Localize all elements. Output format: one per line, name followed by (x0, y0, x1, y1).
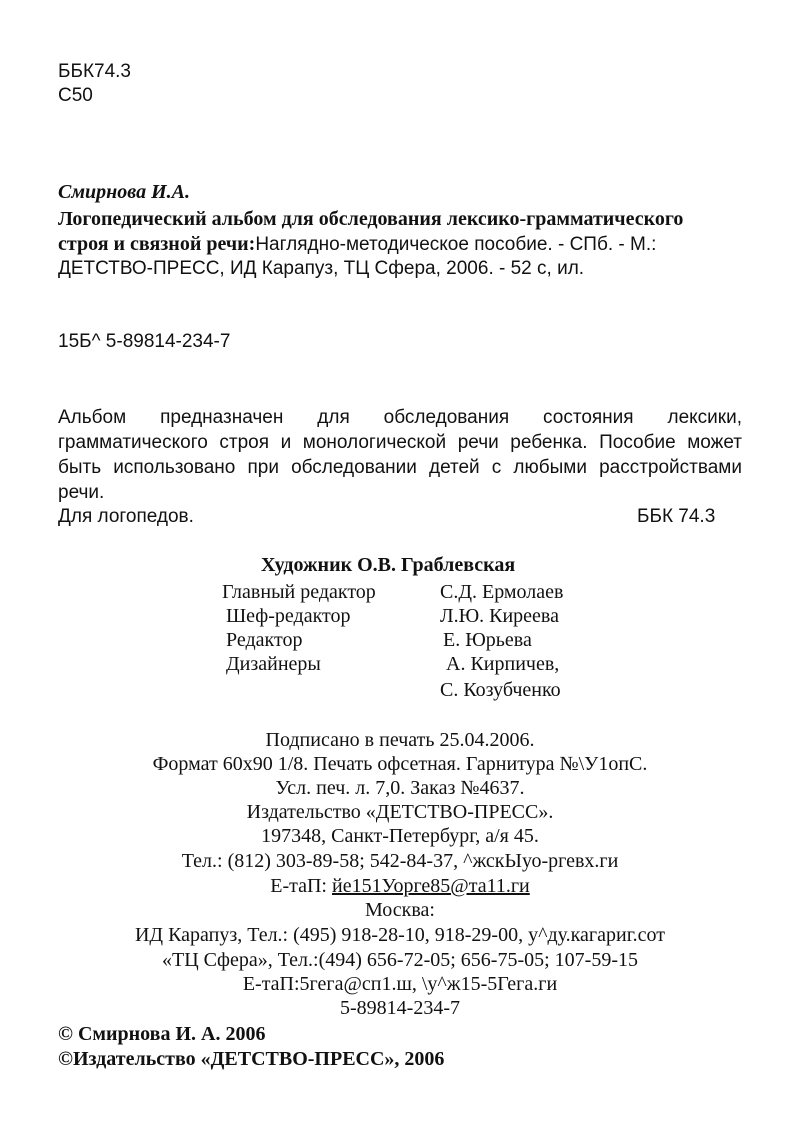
bbk-code: ББК74.3 (58, 61, 131, 82)
role-label: Редактор (226, 629, 303, 651)
role-label: Главный редактор (222, 581, 376, 603)
imprint-line: Формат 60x90 1/8. Печать офсетная. Гарнитура №\У1опС. (152, 753, 648, 775)
imprint-line: ИД Карапуз, Тел.: (495) 918-28-10, 918-29-00, у^ду.кагариг.сот (134, 924, 666, 946)
copyright-publisher: ©Издательство «ДЕТСТВО-ПРЕСС», 2006 (58, 1048, 445, 1070)
role-name: С. Козубченко (440, 679, 561, 701)
imprint-line: Подписано в печать 25.04.2006. (265, 729, 535, 751)
annotation-text: Альбом предназначен для обследования состояния лексики, грамматического строя и монологической речи ребенка. Пособие может быть использовано при обследовании детей с любыми расстройствами речи. (58, 407, 742, 503)
email-line (0, 874, 800, 898)
imprint-line: 197348, Санкт-Петербург, а/я 45. (261, 825, 539, 847)
audience-note: Для логопедов. (58, 506, 194, 527)
publisher-line: ДЕТСТВО-ПРЕСС, ИД Карапуз, ТЦ Сфера, 2006. - 52 с, ил. (58, 258, 585, 279)
role-name: С.Д. Ермолаев (440, 581, 564, 603)
imprint-line: Издательство «ДЕТСТВО-ПРЕСС». (246, 801, 554, 823)
annotation-bbk: ББК 74.3 (637, 506, 716, 527)
author-name: Смирнова И.А. (58, 181, 190, 203)
book-title-end: строя и связной речи: (58, 233, 256, 255)
email-label: Е-таП: (270, 875, 332, 897)
role-name: А. Кирпичев, (446, 653, 560, 675)
imprint-line: 5-89814-234-7 (340, 997, 460, 1019)
imprint-line: Е-таП:5гега@сп1.ш, \у^ж15-5Гега.ги (242, 973, 558, 995)
imprint-line: Тел.: (812) 303-89-58; 542-84-37, ^жскЫуо-ргевх.ги (181, 850, 619, 872)
imprint-line: Москва: (365, 899, 435, 921)
role-label: Дизайнеры (226, 653, 321, 675)
imprint-line: «ТЦ Сфера», Тел.:(494) 656-72-05; 656-75-05; 107-59-15 (162, 949, 638, 971)
artist-credit: Художник О.В. Граблевская (261, 554, 516, 576)
book-title-line2 (58, 232, 656, 257)
book-title-line1: Логопедический альбом для обследования лексико-грамматического (58, 208, 684, 230)
book-subtitle: Наглядно-методическое пособие. - СПб. - М.: (255, 234, 657, 255)
isbn: 15Б^ 5-89814-234-7 (58, 331, 231, 352)
role-label: Шеф-редактор (226, 605, 351, 627)
imprint-line: Усл. печ. л. 7,0. Заказ №4637. (275, 777, 525, 799)
email-link[interactable]: йе151Уорге85@та11.ги (332, 875, 530, 897)
author-mark: С50 (58, 85, 93, 106)
role-name: Л.Ю. Киреева (440, 605, 559, 627)
copyright-author: © Смирнова И. А. 2006 (58, 1023, 266, 1045)
role-name: Е. Юрьева (443, 629, 532, 651)
